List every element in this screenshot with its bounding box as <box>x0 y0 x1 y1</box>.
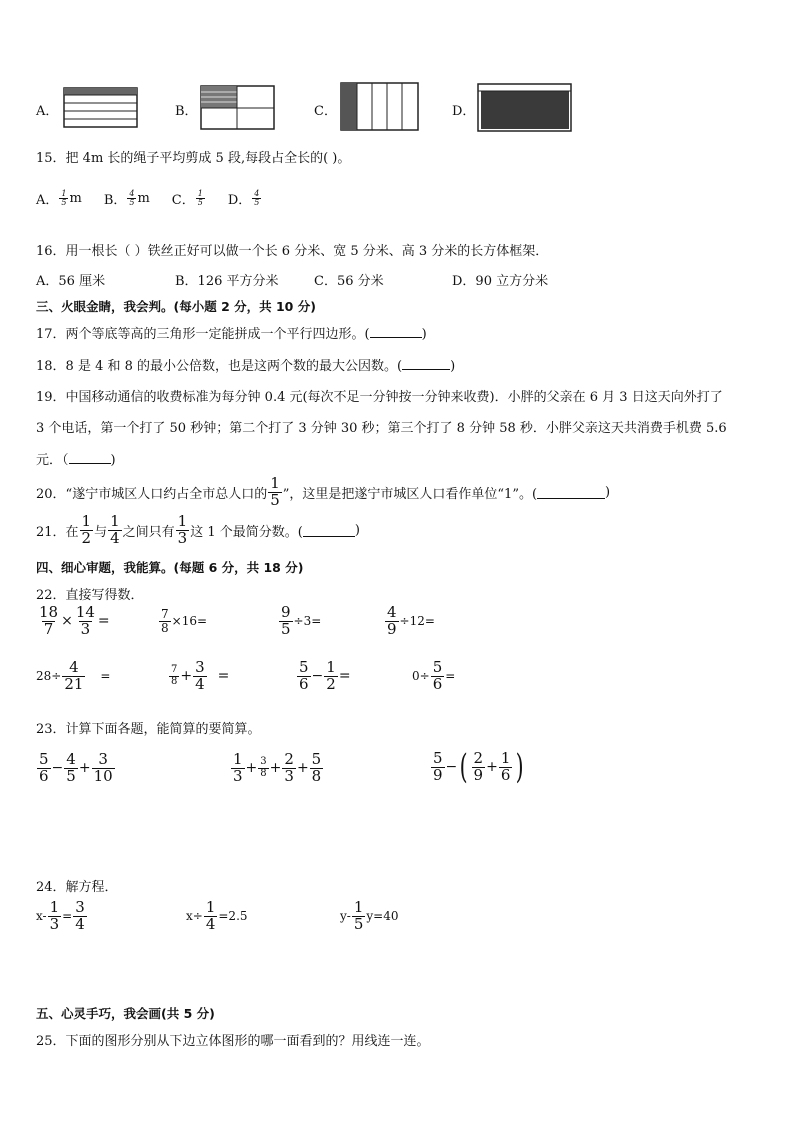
q19-line1: 19．中国移动通信的收费标准为每分钟 0.4 元(每次不足一分钟按一分钟来收费)．小胖的父亲在 6 月 3 日这天向外打了 <box>36 390 723 405</box>
q22-r1c3: $\frac{9}{5}$ ÷3= <box>281 603 322 638</box>
q14-figure-d <box>477 83 573 133</box>
q14-option-b-label: B． <box>175 104 198 119</box>
q22-r1c1: $\frac{18}{7}$ × $\frac{14}{3}$ = <box>39 603 110 638</box>
q14-option-a-label: A． <box>36 104 59 119</box>
q15-option-b: B． 4 5 m <box>103 188 150 208</box>
q22-stem: 22．直接写得数． <box>36 588 144 603</box>
q24-stem: 24．解方程． <box>36 880 118 895</box>
q16-option-d: D．90 立方分米 <box>452 274 549 289</box>
section-5-heading: 五、心灵手巧，我会画(共 5 分) <box>36 1006 215 1021</box>
q23-expr-2: 1 3 + $\frac{3}{8}$ + $\frac{2}{3}$ + $\frac{5}{8}$ <box>233 750 322 785</box>
q14-option-d-label: D． <box>452 104 476 119</box>
section-4-heading: 四、细心审题，我能算。(每题 6 分，共 18 分) <box>36 560 304 575</box>
q23-expr-3: 5 9 − ( 2 9 + $\frac{1}{6}$ ) <box>433 747 524 787</box>
q22-r1c2: $\frac{7}{8}$ ×16= <box>161 607 208 635</box>
q20: 20．“遂宁市城区人口约占全市总人口的 1 5 ”，这里是把遂宁市城区人口看作单位“1”。( ) <box>36 474 611 509</box>
q14-figure-b <box>200 85 276 131</box>
q24-eq-1: x- $\frac{1}{3}$ = $\frac{3}{4}$ <box>36 898 85 933</box>
q18-answer-blank[interactable] <box>402 357 450 370</box>
q22-r2c4: 0÷ $\frac{5}{6}$ = <box>412 658 456 693</box>
q23-stem: 23．计算下面各题，能简算的要简算。 <box>36 722 261 737</box>
q25-stem: 25．下面的图形分别从下边立体图形的哪一面看到的？用线连一连。 <box>36 1034 430 1049</box>
q16-option-c: C．56 分米 <box>314 274 384 289</box>
q18: 18．8 是 4 和 8 的最小公倍数，也是这两个数的最大公因数。( ) <box>36 359 456 374</box>
q22-r2c2: 7 8 + $\frac{3}{4}$ = <box>171 658 230 693</box>
q14-option-c-label: C． <box>314 104 337 119</box>
q22-r2c3: 5 6 − $\frac{1}{2}$ = <box>299 658 351 693</box>
q21: 21．在 1 2 与 1 4 之间只有 1 3 这 1 个最简分数。( ) <box>36 512 360 547</box>
q24-eq-3: y- 1 5 y=40 <box>340 898 399 933</box>
q19-line2: 3 个电话，第一个打了 50 秒钟；第二个打了 3 分钟 30 秒；第三个打了 8 分钟 58 秒．小胖父亲这天共消费手机费 5.6 <box>36 421 727 436</box>
q15-option-c: C． 1 5 <box>171 188 203 208</box>
q15-stem: 15．把 4m 长的绳子平均剪成 5 段,每段占全长的( )。 <box>36 151 351 166</box>
q23-expr-1: 5 6 − $\frac{4}{5}$ + $\frac{3}{10}$ <box>39 750 113 785</box>
q16-option-a: A．56 厘米 <box>36 274 106 289</box>
q16-option-b: B．126 平方分米 <box>175 274 279 289</box>
q22-r2c1: 28÷ $\frac{4}{21}$ = <box>36 658 111 693</box>
q19-line3: 元．（ ) <box>36 453 116 468</box>
q17: 17．两个等底等高的三角形一定能拼成一个平行四边形。( ) <box>36 327 427 342</box>
q14-figure-c <box>340 82 420 132</box>
q16-stem: 16．用一根长（ ）铁丝正好可以做一个长 6 分米、宽 5 分米、高 3 分米的长方体框架． <box>36 244 549 259</box>
q21-answer-blank[interactable] <box>303 524 355 537</box>
q14-figure-a <box>63 87 139 129</box>
q24-eq-2: x÷ $\frac{1}{4}$ =2.5 <box>186 898 248 933</box>
q17-answer-blank[interactable] <box>370 325 422 338</box>
section-3-heading: 三、火眼金睛，我会判。(每小题 2 分，共 10 分) <box>36 299 316 314</box>
q15-options <box>36 189 262 208</box>
q19-answer-blank[interactable] <box>69 451 111 464</box>
q20-answer-blank[interactable] <box>537 486 605 499</box>
q15-option-a: A． 1 5 m <box>36 188 82 208</box>
q22-r1c4: $\frac{4}{9}$ ÷12= <box>387 603 435 638</box>
q15-option-d: D． 4 5 <box>227 188 260 208</box>
